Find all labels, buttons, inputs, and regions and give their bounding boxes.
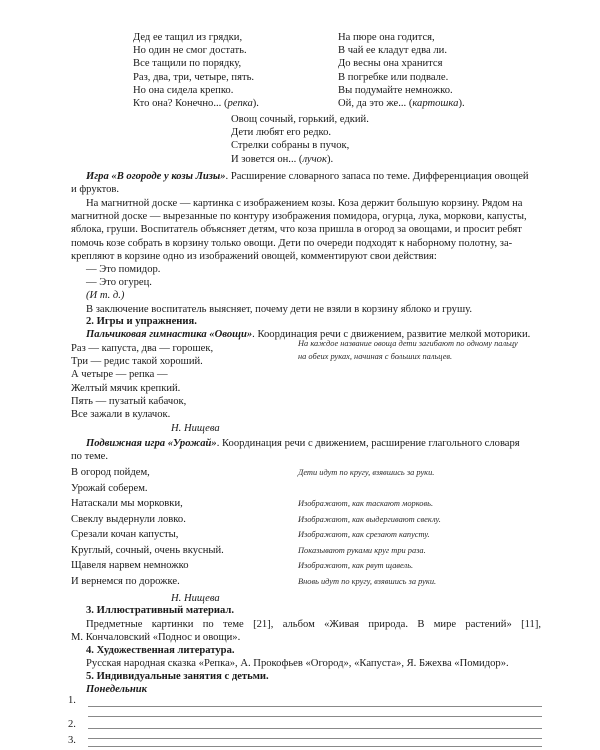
riddle-line: До весны она хранится	[338, 58, 443, 70]
finger-title: Пальчиковая гимнастика «Овощи»	[86, 329, 253, 340]
poem-line: Пять — пузатый кабачок,	[71, 395, 187, 407]
note-line: Изображают, как срезают капусту.	[298, 530, 430, 539]
section-4-heading: 4. Художественная литература.	[86, 645, 235, 656]
riddle-line: Ой, да это же... (картошка).	[338, 97, 465, 109]
section-4-line: Русская народная сказка «Репка», А. Прокофьев «Огород», «Капуста», Я. Бжехва «Помидор».	[86, 658, 509, 669]
riddle-line: Дед ее тащил из грядки,	[133, 32, 243, 43]
riddle-line: Но она сидела крепко.	[133, 84, 234, 96]
note-line: На каждое название овоща дети загибают по одному пальцу	[298, 339, 518, 348]
riddle-line: В чай ее кладут едва ли.	[338, 45, 447, 57]
note-line: на обеих руках, начиная с больших пальцев.	[298, 352, 453, 362]
game-desc-cont: и фруктов.	[71, 184, 120, 195]
mobile-desc: . Координация речи с движением, расширение глагольного словаря	[216, 438, 520, 449]
riddle-left	[133, 31, 259, 110]
riddle-line: Овощ сочный, горький, едкий.	[231, 114, 369, 125]
section-5-heading: 5. Индивидуальные занятия с детьми.	[86, 671, 269, 682]
poem-line: Урожай соберем.	[71, 482, 148, 494]
poem-line: Раз — капуста, два — горошек,	[71, 343, 214, 354]
riddle-line: В погребке или подвале.	[338, 71, 449, 83]
mobile-desc-cont: по теме.	[71, 451, 109, 462]
riddle-line: Вы подумайте немножко.	[338, 84, 453, 96]
game-desc: . Расширение словарного запаса по теме. Дифференциация овощей	[225, 171, 529, 182]
day-label: Понедельник	[86, 684, 147, 695]
blank-number: 2.	[68, 719, 76, 730]
mobile-heading	[86, 437, 520, 450]
riddle-line: Но один не смог достать.	[133, 45, 247, 57]
dialogue-line: (И т. д.)	[86, 290, 125, 302]
mobile-author: Н. Нищева	[171, 593, 220, 604]
poem-line: Натаскали мы морковки,	[71, 498, 183, 509]
dialogue-line: — Это огурец.	[86, 277, 152, 289]
section-3-heading: 3. Иллюстративный материал.	[86, 605, 234, 616]
note-line: Изображают, как таскают морковь.	[298, 499, 434, 508]
body-line: крепляют в корзине одно из изображений овощей, комментируют свои действия:	[71, 250, 437, 262]
blank-number: 1.	[68, 695, 76, 706]
conclusion: В заключение воспитатель выясняет, почему дети не взяли в корзину яблоко и грушу.	[86, 303, 472, 315]
poem-line: Свеклу выдернули ловко.	[71, 513, 186, 525]
section-3-line: Предметные картинки по теме [21], альбом «Живая природа. В мире растений» [11],	[86, 619, 541, 630]
game-heading	[86, 170, 529, 183]
poem-line: И вернемся по дорожке.	[71, 575, 180, 587]
mobile-title: Подвижная игра «Урожай»	[86, 438, 217, 449]
riddle-line: И зовется он... (лучок).	[231, 153, 334, 165]
riddle-right	[338, 31, 465, 110]
body-line: магнитной доске — вырезанные по контуру изображения помидора, огурца, лука, моркови, капусты,	[71, 211, 527, 223]
game-title: Игра «В огороде у козы Лизы»	[86, 171, 226, 182]
riddle-line: Все тащили по порядку,	[133, 58, 242, 70]
section-2-heading: 2. Игры и упражнения.	[86, 316, 197, 327]
mobile-notes	[298, 466, 441, 590]
poem-line: Все зажали в кулачок.	[71, 408, 171, 420]
body-line: яблока, груши. Воспитатель объясняет детям, что коза пришла в огород за овощами, и просит ребят	[71, 224, 522, 236]
finger-desc: . Координация речи с движением, развитие мелкой моторики.	[252, 329, 531, 340]
note-line: Изображают, как рвут щавель.	[298, 561, 414, 570]
blank-line[interactable]	[88, 706, 542, 707]
blank-line[interactable]	[88, 716, 542, 717]
riddle-line: Стрелки собраны в пучок,	[231, 140, 350, 152]
section-3-line: М. Кончаловский «Поднос и овощи».	[71, 632, 241, 643]
riddle-line: На пюре она годится,	[338, 32, 435, 43]
blank-line[interactable]	[88, 746, 542, 747]
finger-note	[298, 337, 518, 363]
note-line: Изображают, как выдергивают свеклу.	[298, 514, 441, 524]
note-line	[298, 482, 441, 498]
blank-line[interactable]	[88, 738, 542, 739]
poem-line: Три — редис такой хороший.	[71, 356, 203, 368]
note-line: Вновь идут по кругу, взявшись за руки.	[298, 576, 437, 586]
blank-line[interactable]	[88, 728, 542, 729]
poem-line: Круглый, сочный, очень вкусный.	[71, 544, 224, 556]
note-line: Дети идут по кругу, взявшись за руки.	[298, 468, 435, 477]
dialogue-line: — Это помидор.	[86, 263, 161, 275]
poem-line: В огород пойдем,	[71, 467, 150, 478]
note-line: Показывают руками круг три раза.	[298, 545, 426, 555]
mobile-poem	[71, 466, 224, 590]
finger-author: Н. Нищева	[171, 423, 220, 434]
riddle-line: Дети любят его редко.	[231, 127, 332, 139]
game-body	[71, 197, 541, 316]
riddle-line: Раз, два, три, четыре, пять.	[133, 71, 255, 83]
riddle-center	[231, 113, 369, 166]
body-line: На магнитной доске — картинка с изображением козы. Коза держит большую корзину. Рядом на	[86, 198, 523, 209]
finger-poem	[71, 342, 213, 421]
blank-number: 3.	[68, 735, 76, 746]
poem-line: Щавеля нарвем немножко	[71, 560, 189, 571]
poem-line: Желтый мячик крепкий.	[71, 382, 181, 394]
riddle-line: Кто она? Конечно... (репка).	[133, 97, 259, 109]
poem-line: А четыре — репка —	[71, 369, 168, 381]
body-line: помочь козе собрать в корзину только овощи. Дети по очереди подходят к наборному полотну, за-	[71, 237, 513, 249]
poem-line: Срезали кочан капусты,	[71, 529, 179, 540]
